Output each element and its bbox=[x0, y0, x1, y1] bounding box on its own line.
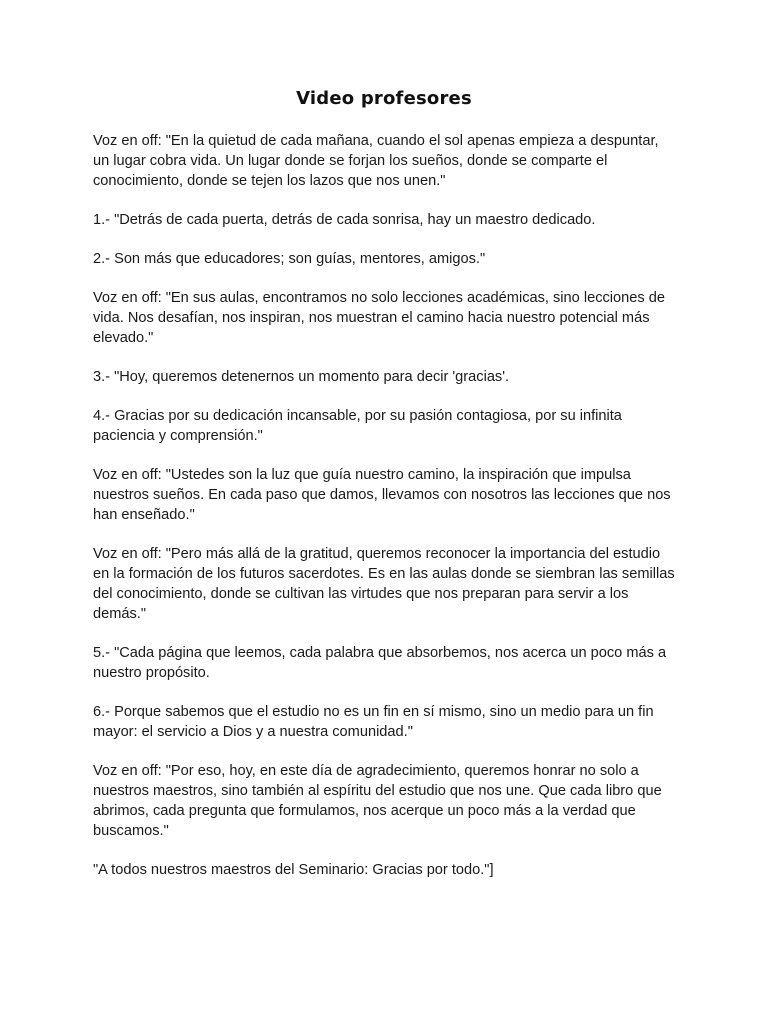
document-body bbox=[93, 131, 678, 899]
paragraph-line-3: 3.- "Hoy, queremos detenernos un momento para decir 'gracias'. bbox=[93, 369, 510, 385]
paragraph-line-2: 2.- Son más que educadores; son guías, mentores, amigos." bbox=[93, 251, 486, 267]
page-title: Video profesores bbox=[296, 88, 472, 109]
paragraph-closing: "A todos nuestros maestros del Seminario: Gracias por todo."] bbox=[93, 862, 494, 878]
paragraph-line-4: 4.- Gracias por su dedicación incansable, por su pasión contagiosa, por su infinita paciencia y comprensión." bbox=[93, 408, 622, 444]
paragraph-line-1: 1.- "Detrás de cada puerta, detrás de cada sonrisa, hay un maestro dedicado. bbox=[93, 212, 596, 228]
paragraph-voiceover-5: Voz en off: "Por eso, hoy, en este día de agradecimiento, queremos honrar no solo a nuestros maestros, sino también al espíritu del estudio que nos une. Que cada libro que abrimos, cada pregunta que formulamos, nos acerque un poco más a la verdad que buscamos." bbox=[93, 763, 662, 839]
paragraph-voiceover-3: Voz en off: "Ustedes son la luz que guía nuestro camino, la inspiración que impulsa nuestros sueños. En cada paso que damos, llevamos con nosotros las lecciones que nos han enseñado." bbox=[93, 467, 671, 523]
paragraph-voiceover-4: Voz en off: "Pero más allá de la gratitud, queremos reconocer la importancia del estudio en la formación de los futuros sacerdotes. Es en las aulas donde se siembran las semillas del conocimiento, donde se cultivan las virtudes que nos preparan para servir a los demás." bbox=[93, 546, 675, 622]
paragraph-line-6: 6.- Porque sabemos que el estudio no es un fin en sí mismo, sino un medio para un fin mayor: el servicio a Dios y a nuestra comunidad." bbox=[93, 704, 654, 740]
paragraph-line-5: 5.- "Cada página que leemos, cada palabra que absorbemos, nos acerca un poco más a nuestro propósito. bbox=[93, 645, 667, 681]
paragraph-voiceover-2: Voz en off: "En sus aulas, encontramos no solo lecciones académicas, sino lecciones de vida. Nos desafían, nos inspiran, nos muestran el camino hacia nuestro potencial más elevado." bbox=[93, 290, 665, 346]
paragraph-voiceover-1: Voz en off: "En la quietud de cada mañana, cuando el sol apenas empieza a despuntar, un lugar cobra vida. Un lugar donde se forjan los sueños, donde se comparte el conocimiento, donde se tejen los lazos que nos unen." bbox=[93, 133, 659, 189]
